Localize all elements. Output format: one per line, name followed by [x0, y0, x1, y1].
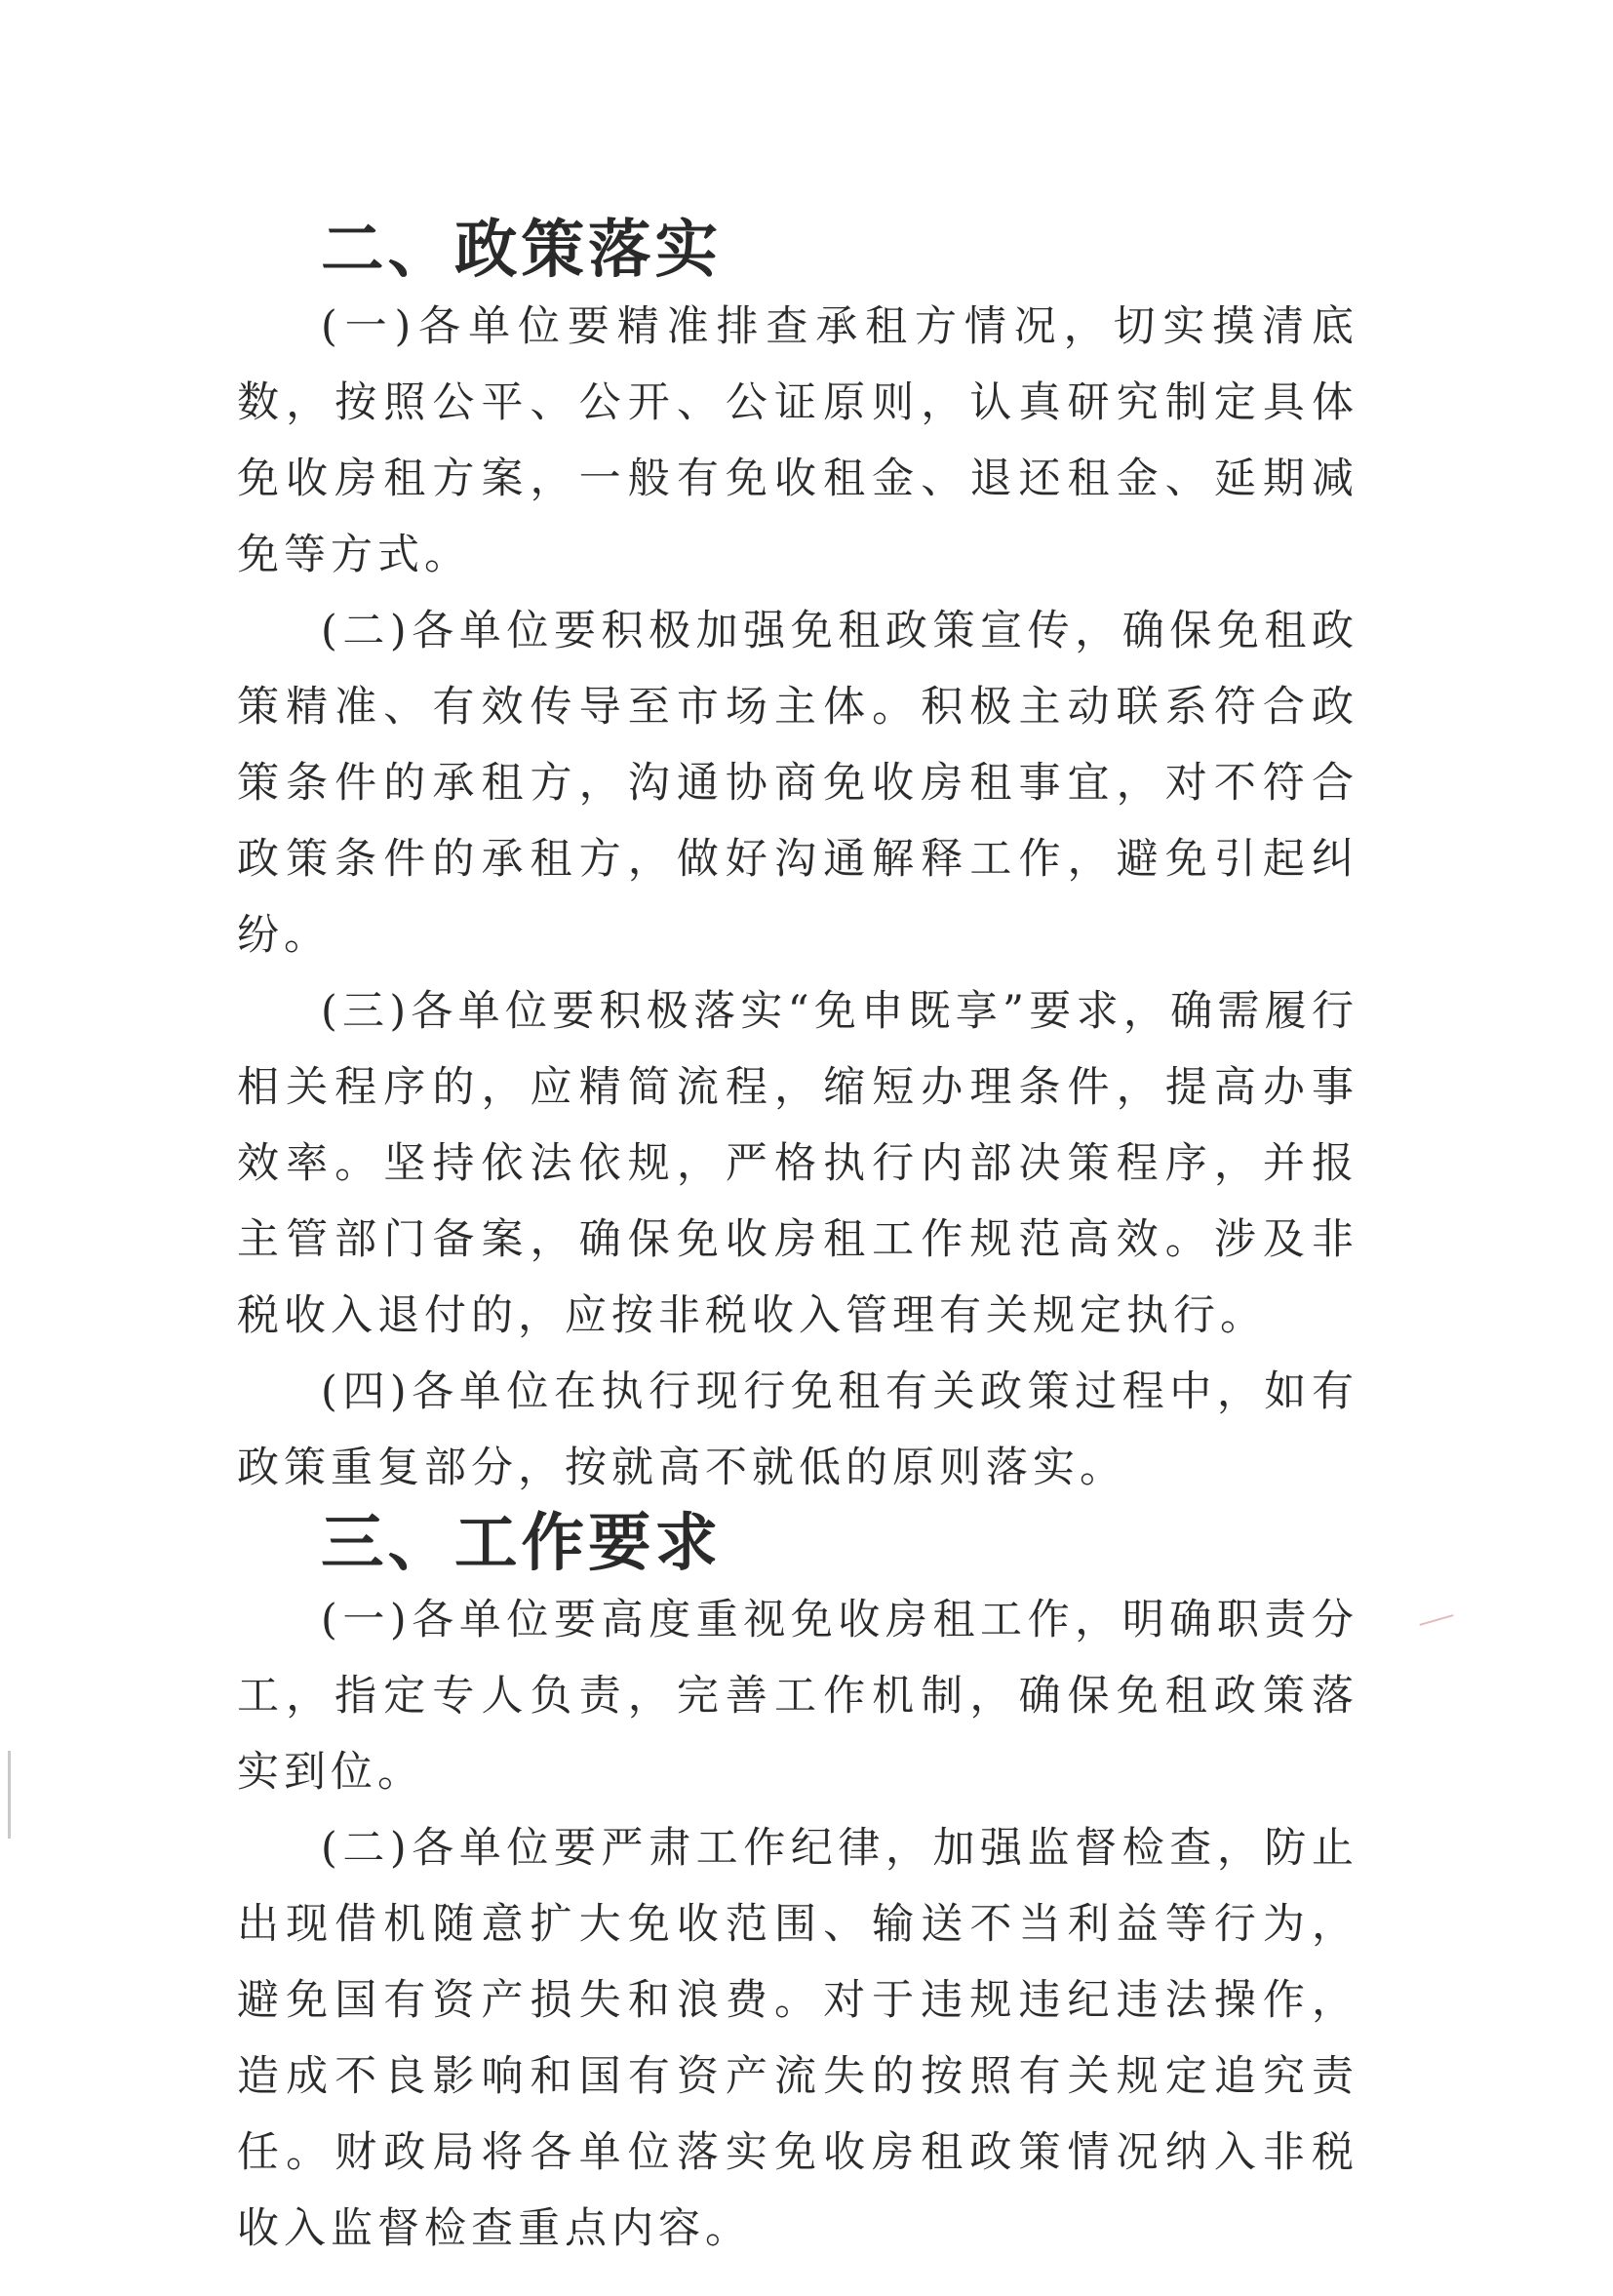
scan-artifact-left [8, 1751, 11, 1839]
paragraph: (三)各单位要积极落实“免申既享”要求，确需履行相关程序的，应精简流程，缩短办理条件，提高办事效率。坚持依法依规，严格执行内部决策程序，并报主管部门备案，确保免收房租工作规范高效。涉及非税收入退付的，应按非税收入管理有关规定执行。 [237, 987, 1358, 1340]
section-heading: 二、政策落实 [321, 214, 723, 287]
paragraph: (二)各单位要积极加强免租政策宣传，确保免租政策精准、有效传导至市场主体。积极主动联系符合政策条件的承租方，沟通协商免收房租事宜，对不符合政策条件的承租方，做好沟通解释工作，避免引起纠纷。 [237, 607, 1358, 960]
scan-artifact-mark [1419, 1614, 1453, 1626]
section-policy-implementation [237, 213, 1358, 1506]
paragraph: (二)各单位要严肃工作纪律，加强监督检查，防止出现借机随意扩大免收范围、输送不当利益等行为，避免国有资产损失和浪费。对于违规违纪违法操作，造成不良影响和国有资产流失的按照有关规定追究责任。财政局将各单位落实免收房租政策情况纳入非税收入监督检查重点内容。 [237, 1824, 1358, 2253]
paragraph: (一)各单位要精准排查承租方情况，切实摸清底数，按照公平、公开、公证原则，认真研究制定具体免收房租方案，一般有免收租金、退还租金、延期减免等方式。 [237, 302, 1358, 579]
section-heading: 三、工作要求 [321, 1507, 723, 1580]
paragraph: (四)各单位在执行现行免租有关政策过程中，如有政策重复部分，按就高不就低的原则落实。 [237, 1367, 1358, 1492]
section-work-requirements [237, 1506, 1358, 2267]
document-body [237, 213, 1358, 2267]
paragraph: (一)各单位要高度重视免收房租工作，明确职责分工，指定专人负责，完善工作机制，确保免租政策落实到位。 [237, 1596, 1358, 1797]
